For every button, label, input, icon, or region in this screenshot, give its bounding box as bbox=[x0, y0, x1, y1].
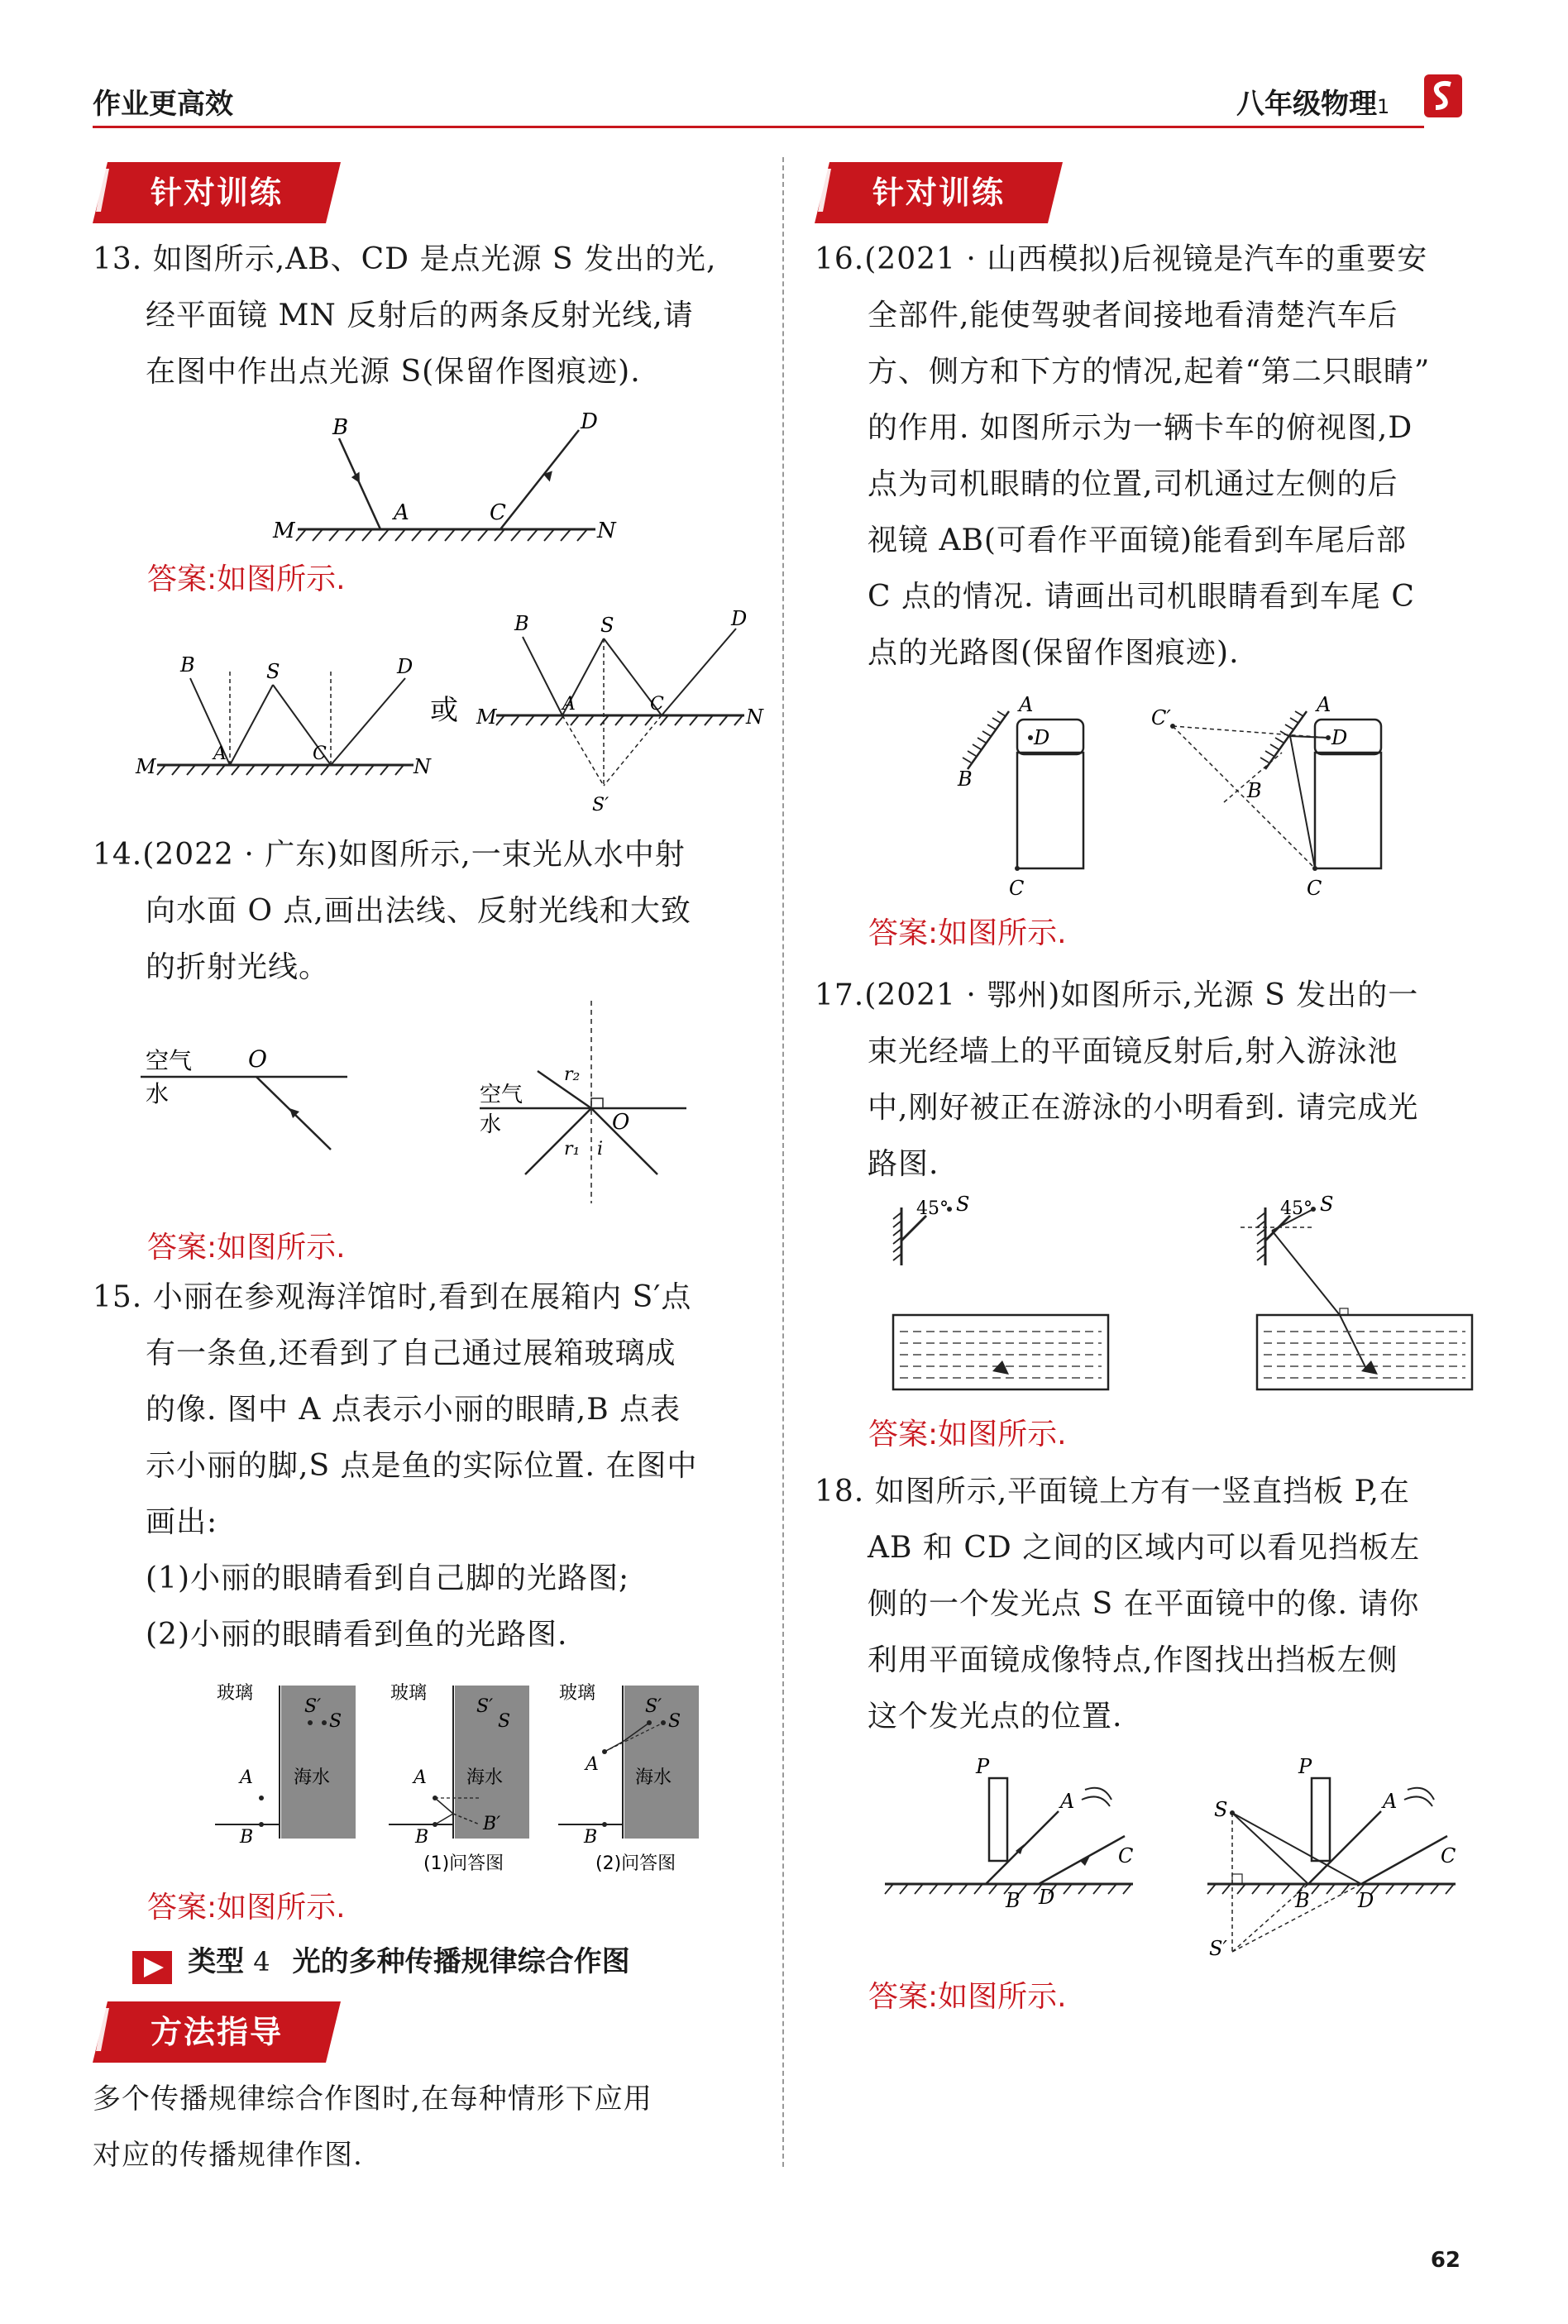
q18-line-1: 18. 如图所示,平面镜上方有一竖直挡板 P,在 bbox=[815, 1475, 1410, 1509]
question-16 bbox=[815, 232, 1476, 681]
svg-text:45°: 45° bbox=[916, 1198, 949, 1219]
svg-text:C: C bbox=[1441, 1844, 1456, 1867]
svg-text:玻璃: 玻璃 bbox=[559, 1683, 596, 1704]
q18-line-5: 这个发光点的位置. bbox=[868, 1700, 1123, 1733]
q18-line-2: AB 和 CD 之间的区域内可以看见挡板左 bbox=[868, 1531, 1421, 1565]
svg-text:A: A bbox=[213, 744, 227, 764]
q15-answer: 答案:如图所示. bbox=[147, 1891, 346, 1925]
svg-text:N: N bbox=[597, 519, 616, 543]
q15-line-6: (1)小丽的眼睛看到自己脚的光路图; bbox=[146, 1561, 630, 1595]
svg-text:S: S bbox=[266, 660, 280, 683]
q15-figures bbox=[207, 1677, 736, 1876]
svg-text:(1)问答图: (1)问答图 bbox=[423, 1853, 504, 1874]
q13-answer-figure bbox=[132, 607, 763, 819]
q17-line-1: 17.(2021 · 鄂州)如图所示,光源 S 发出的一 bbox=[815, 978, 1419, 1012]
svg-text:空气: 空气 bbox=[480, 1083, 523, 1107]
q15-line-1: 15. 小丽在参观海洋馆时,看到在展箱内 S′点 bbox=[93, 1280, 692, 1314]
svg-text:S: S bbox=[1320, 1193, 1334, 1216]
header-volume: 1 bbox=[1377, 95, 1390, 118]
method-line-2: 对应的传播规律作图. bbox=[93, 2139, 363, 2172]
svg-text:玻璃: 玻璃 bbox=[217, 1683, 254, 1704]
svg-text:M: M bbox=[273, 519, 295, 543]
svg-text:N: N bbox=[414, 755, 431, 778]
svg-text:B: B bbox=[332, 415, 349, 440]
svg-text:S′: S′ bbox=[1209, 1937, 1227, 1960]
question-18 bbox=[815, 1464, 1484, 1745]
svg-text:N: N bbox=[746, 705, 763, 729]
svg-text:S: S bbox=[329, 1711, 342, 1732]
q15-line-5: 画出: bbox=[146, 1505, 218, 1539]
page-number: 62 bbox=[1430, 2248, 1460, 2273]
svg-text:空气: 空气 bbox=[146, 1047, 193, 1074]
svg-text:B′: B′ bbox=[483, 1814, 501, 1834]
svg-text:S′: S′ bbox=[304, 1696, 322, 1717]
svg-text:D: D bbox=[581, 409, 598, 434]
q13-line-1: 13. 如图所示,AB、CD 是点光源 S 发出的光, bbox=[93, 242, 717, 276]
q14-line-1: 14.(2022 · 广东)如图所示,一束光从水中射 bbox=[93, 838, 686, 872]
svg-text:45°: 45° bbox=[1280, 1198, 1312, 1219]
svg-text:S: S bbox=[956, 1193, 970, 1216]
type4-title: 光的多种传播规律综合作图 bbox=[292, 1945, 630, 1978]
question-17 bbox=[815, 968, 1476, 1193]
svg-text:S: S bbox=[1214, 1798, 1228, 1821]
svg-text:C: C bbox=[1009, 877, 1025, 900]
q13-line-3: 在图中作出点光源 S(保留作图痕迹). bbox=[146, 355, 641, 389]
q17-line-3: 中,刚好被正在游泳的小明看到. 请完成光 bbox=[868, 1091, 1419, 1125]
q16-line-8: 点的光路图(保留作图痕迹). bbox=[868, 636, 1240, 670]
q15-line-4: 示小丽的脚,S 点是鱼的实际位置. 在图中 bbox=[146, 1449, 698, 1483]
header-rule bbox=[93, 126, 1424, 128]
svg-text:B: B bbox=[415, 1827, 429, 1848]
q16-line-3: 方、侧方和下方的情况,起着“第二只眼睛” bbox=[868, 355, 1431, 389]
q13-line-2: 经平面镜 MN 反射后的两条反射光线,请 bbox=[146, 299, 694, 332]
svg-text:A: A bbox=[1383, 1790, 1398, 1813]
svg-text:海水: 海水 bbox=[466, 1767, 504, 1788]
svg-text:D: D bbox=[1034, 726, 1050, 749]
svg-text:A: A bbox=[240, 1767, 253, 1788]
svg-text:海水: 海水 bbox=[635, 1767, 672, 1788]
svg-text:水: 水 bbox=[480, 1112, 502, 1137]
q14-line-2: 向水面 O 点,画出法线、反射光线和大致 bbox=[146, 894, 691, 928]
svg-text:S: S bbox=[668, 1711, 681, 1732]
publisher-logo-icon bbox=[1422, 73, 1464, 119]
question-15 bbox=[93, 1270, 762, 1663]
svg-text:P: P bbox=[1298, 1755, 1312, 1778]
column-divider bbox=[782, 157, 784, 2167]
svg-text:r₂: r₂ bbox=[564, 1064, 581, 1085]
svg-text:A: A bbox=[414, 1767, 427, 1788]
svg-text:S′: S′ bbox=[476, 1696, 494, 1717]
svg-text:玻璃: 玻璃 bbox=[390, 1683, 428, 1704]
svg-text:C: C bbox=[490, 500, 506, 525]
q18-figures bbox=[877, 1753, 1472, 1968]
q14-answer: 答案:如图所示. bbox=[147, 1231, 346, 1265]
banner-training-left: 针对训练 bbox=[93, 162, 341, 223]
q13-answer: 答案:如图所示. bbox=[147, 562, 346, 596]
question-13 bbox=[93, 232, 754, 400]
svg-text:B: B bbox=[584, 1827, 598, 1848]
play-triangle-icon bbox=[132, 1951, 172, 1984]
q16-line-4: 的作用. 如图所示为一辆卡车的俯视图,D bbox=[868, 411, 1413, 445]
svg-text:C′: C′ bbox=[1151, 706, 1171, 729]
svg-text:B: B bbox=[1006, 1889, 1021, 1912]
method-guidance bbox=[93, 2071, 762, 2183]
q17-answer: 答案:如图所示. bbox=[868, 1418, 1067, 1451]
svg-text:B: B bbox=[1247, 779, 1262, 802]
svg-text:A: A bbox=[1019, 693, 1034, 716]
svg-text:海水: 海水 bbox=[294, 1767, 331, 1788]
svg-text:O: O bbox=[612, 1110, 630, 1135]
svg-text:C: C bbox=[650, 694, 664, 715]
type4-heading bbox=[132, 1939, 630, 1984]
q17-line-4: 路图. bbox=[868, 1147, 939, 1181]
q17-figures bbox=[877, 1191, 1472, 1406]
header-right-title: 八年级物理1 bbox=[1236, 88, 1390, 121]
svg-text:r₁: r₁ bbox=[564, 1139, 581, 1160]
q16-answer: 答案:如图所示. bbox=[868, 916, 1067, 950]
q14-answer-figure bbox=[471, 1001, 719, 1207]
q16-line-1: 16.(2021 · 山西模拟)后视镜是汽车的重要安 bbox=[815, 242, 1428, 276]
q18-line-3: 侧的一个发光点 S 在平面镜中的像. 请你 bbox=[868, 1587, 1420, 1621]
svg-text:i: i bbox=[597, 1139, 604, 1160]
svg-text:B: B bbox=[240, 1827, 254, 1848]
svg-text:D: D bbox=[1331, 726, 1348, 749]
svg-text:C: C bbox=[313, 744, 327, 764]
svg-text:或: 或 bbox=[430, 694, 458, 727]
svg-text:B: B bbox=[1295, 1889, 1310, 1912]
svg-text:D: D bbox=[731, 607, 748, 630]
svg-text:C: C bbox=[1307, 877, 1322, 900]
banner-method: 方法指导 bbox=[93, 2001, 341, 2063]
question-14 bbox=[93, 827, 754, 996]
type4-label: 类型 bbox=[188, 1945, 245, 1978]
svg-text:B: B bbox=[958, 767, 973, 791]
svg-text:P: P bbox=[976, 1755, 990, 1778]
q14-figure bbox=[141, 1026, 364, 1224]
svg-text:A: A bbox=[394, 500, 409, 525]
q15-line-2: 有一条鱼,还看到了自己通过展箱玻璃成 bbox=[146, 1337, 676, 1370]
svg-text:S′: S′ bbox=[592, 795, 610, 815]
svg-text:S: S bbox=[498, 1711, 511, 1732]
svg-text:M: M bbox=[476, 705, 497, 729]
q14-line-3: 的折射光线。 bbox=[146, 950, 330, 984]
svg-text:A: A bbox=[1060, 1790, 1075, 1813]
q13-figure bbox=[273, 405, 620, 546]
q16-line-6: 视镜 AB(可看作平面镜)能看到车尾后部 bbox=[868, 524, 1407, 557]
q16-line-7: C 点的情况. 请画出司机眼睛看到车尾 C bbox=[868, 580, 1415, 614]
svg-text:D: D bbox=[397, 655, 414, 678]
q18-answer: 答案:如图所示. bbox=[868, 1980, 1067, 2014]
svg-text:C: C bbox=[1118, 1844, 1134, 1867]
banner-training-right: 针对训练 bbox=[815, 162, 1063, 223]
q18-line-4: 利用平面镜成像特点,作图找出挡板左侧 bbox=[868, 1643, 1398, 1677]
type4-number: 4 bbox=[253, 1946, 270, 1977]
svg-text:(2)问答图: (2)问答图 bbox=[595, 1853, 676, 1874]
svg-text:B: B bbox=[514, 612, 529, 635]
svg-text:A: A bbox=[1317, 693, 1331, 716]
svg-text:O: O bbox=[248, 1045, 267, 1073]
method-line-1: 多个传播规律综合作图时,在每种情形下应用 bbox=[93, 2083, 653, 2116]
svg-text:B: B bbox=[180, 653, 195, 677]
svg-text:D: D bbox=[1358, 1889, 1374, 1912]
q17-line-2: 束光经墙上的平面镜反射后,射入游泳池 bbox=[868, 1035, 1398, 1069]
header-left-title: 作业更高效 bbox=[93, 88, 233, 121]
svg-text:A: A bbox=[562, 694, 576, 715]
q16-figures bbox=[951, 695, 1414, 901]
q15-line-7: (2)小丽的眼睛看到鱼的光路图. bbox=[146, 1618, 568, 1652]
q16-line-5: 点为司机眼睛的位置,司机通过左侧的后 bbox=[868, 467, 1398, 501]
svg-text:水: 水 bbox=[146, 1080, 170, 1107]
svg-text:D: D bbox=[1039, 1886, 1055, 1909]
svg-text:S′: S′ bbox=[645, 1696, 662, 1717]
svg-text:M: M bbox=[136, 755, 156, 778]
svg-text:S: S bbox=[600, 614, 614, 637]
q16-line-2: 全部件,能使驾驶者间接地看清楚汽车后 bbox=[868, 299, 1398, 332]
q15-line-3: 的像. 图中 A 点表示小丽的眼睛,B 点表 bbox=[146, 1393, 681, 1427]
svg-text:A: A bbox=[586, 1754, 599, 1775]
